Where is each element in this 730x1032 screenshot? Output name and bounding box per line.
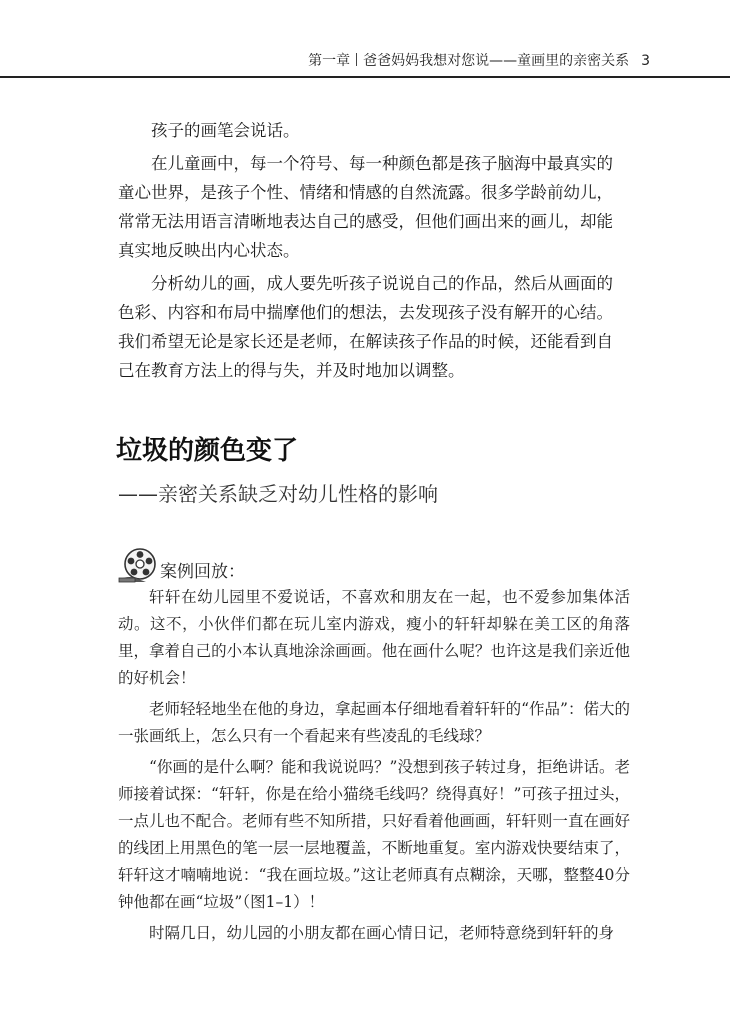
- chapter-number: 第一章: [308, 53, 351, 69]
- intro-paragraph: 孩子的画笔会说话。: [151, 121, 300, 140]
- case-paragraph: 轩轩在幼儿园里不爱说话，不喜欢和朋友在一起，也不爱参加集体活动。这不，小伙伴们都在玩儿室内游戏，瘦小的轩轩却躲在美工区的角落里，拿着自己的小本认真地涂涂画画。他在画什么呢？也许这是我们亲近他的好机会！: [118, 588, 630, 687]
- header-rule: [0, 76, 730, 78]
- section-subtitle: ——亲密关系缺乏对幼儿性格的影响: [118, 482, 438, 506]
- film-reel-icon: [118, 545, 158, 585]
- case-review-heading: [118, 545, 245, 585]
- chapter-title: 爸爸妈妈我想对您说——童画里的亲密关系: [363, 53, 630, 69]
- running-header: [308, 50, 650, 70]
- section-title: 垃圾的颜色变了: [116, 436, 299, 466]
- case-review-label: 案例回放：: [160, 561, 245, 582]
- case-paragraph: 时隔几日，幼儿园的小朋友都在画心情日记，老师特意绕到轩轩的身: [149, 924, 615, 942]
- intro-paragraph: 分析幼儿的画，成人要先听孩子说说自己的作品，然后从画面的色彩、内容和布局中揣摩他们的想法，去发现孩子没有解开的心结。我们希望无论是家长还是老师，在解读孩子作品的时候，还能看到自己在教育方法上的得与失，并及时地加以调整。: [118, 274, 613, 380]
- case-paragraph: “你画的是什么啊？能和我说说吗？”没想到孩子转过身，拒绝讲话。老师接着试探：“轩轩，你是在给小猫绕毛线吗？绕得真好！”可孩子扭过头，一点儿也不配合。老师有些不知所措，只好看着他画画，轩轩则一直在画好的线团上用黑色的笔一层一层地覆盖，不断地重复。室内游戏快要结束了，轩轩这才喃喃地说：“我在画垃圾。”这让老师真有点糊涂，天哪，整整40分钟他都在画“垃圾”（图1–1）！: [118, 758, 630, 911]
- page-number: 3: [641, 53, 650, 69]
- case-paragraph: 老师轻轻地坐在他的身边，拿起画本仔细地看着轩轩的“作品”：偌大的一张画纸上，怎么只有一个看起来有些凌乱的毛线球？: [118, 700, 630, 745]
- intro-text: [118, 116, 626, 389]
- header-divider: [356, 53, 357, 66]
- case-body-text: [118, 584, 630, 951]
- intro-paragraph: 在儿童画中，每一个符号、每一种颜色都是孩子脑海中最真实的童心世界，是孩子个性、情绪和情感的自然流露。很多学龄前幼儿，常常无法用语言清晰地表达自己的感受，但他们画出来的画儿，却能真实地反映出内心状态。: [118, 154, 613, 260]
